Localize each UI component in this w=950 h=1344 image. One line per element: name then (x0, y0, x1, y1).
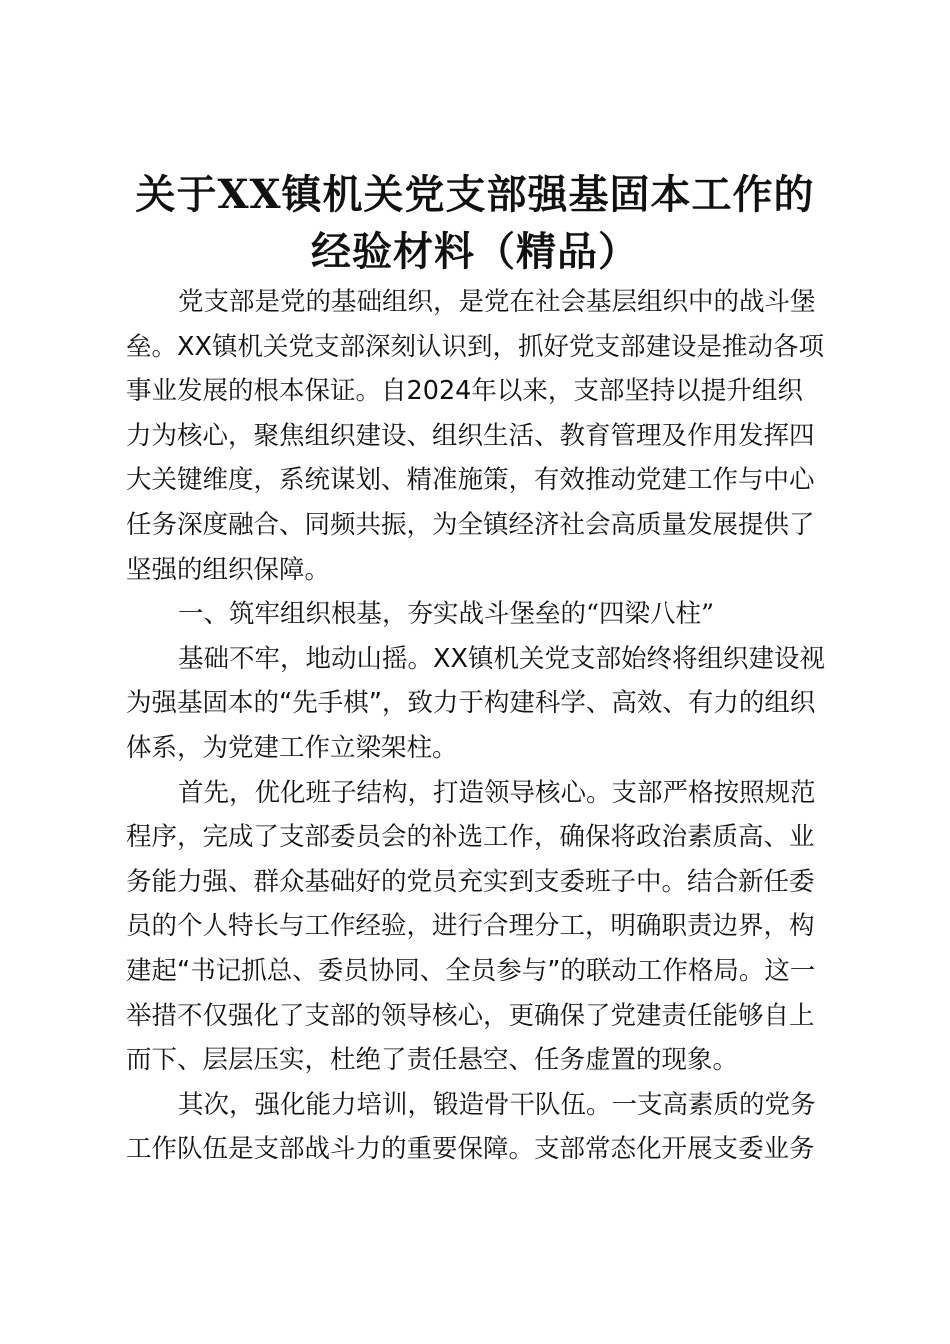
text-line: 务能力强、群众基础好的党员充实到支委班子中。结合新任委 (126, 866, 815, 897)
text-line: 坚强的组织保障。 (126, 554, 331, 585)
text-line: 任务深度融合、同频共振，为全镇经济社会高质量发展提供了 (126, 509, 815, 540)
document-title (100, 166, 850, 280)
paragraph-intro (126, 280, 834, 592)
text-line: 举措不仅强化了支部的领导核心，更确保了党建责任能够自上 (126, 1000, 815, 1031)
title-line: 关于XX镇机关党支部强基固本工作的 (135, 171, 815, 218)
text-line: 为强基固本的“先手棋”，致力于构建科学、高效、有力的组织 (126, 688, 816, 719)
text-line: 体系，为党建工作立梁架柱。 (126, 732, 458, 763)
section-heading-text: 一、筑牢组织根基，夯实战斗堡垒的“四梁八柱” (178, 599, 715, 630)
text-line: 首先，优化班子结构，打造领导核心。支部严格按照规范 (178, 777, 816, 808)
text-line: 工作队伍是支部战斗力的重要保障。支部常态化开展支委业务 (126, 1134, 815, 1165)
paragraph-foundation (126, 637, 834, 771)
text-line: 垒。XX镇机关党支部深刻认识到，抓好党支部建设是推动各项 (126, 331, 824, 362)
text-line: 员的个人特长与工作经验，进行合理分工，明确职责边界，构 (126, 911, 815, 942)
text-line: 其次，强化能力培训，锻造骨干队伍。一支高素质的党务 (178, 1089, 816, 1120)
title-line: 经验材料（精品） (311, 228, 639, 275)
text-line: 程序，完成了支部委员会的补选工作，确保将政治素质高、业 (126, 822, 815, 853)
text-line: 党支部是党的基础组织，是党在社会基层组织中的战斗堡 (178, 287, 816, 317)
text-line: 建起“书记抓总、委员协同、全员参与”的联动工作格局。这一 (126, 955, 816, 986)
text-line: 基础不牢，地动山摇。XX镇机关党支部始终将组织建设视 (178, 643, 825, 674)
paragraph-second (126, 1083, 834, 1172)
text-line: 事业发展的根本保证。自2024年以来，支部坚持以提升组织 (126, 376, 803, 407)
document-body (126, 280, 834, 1172)
text-line: 力为核心，聚焦组织建设、组织生活、教育管理及作用发挥四 (126, 420, 815, 451)
section-heading (126, 592, 834, 637)
text-line: 大关键维度，系统谋划、精准施策，有效推动党建工作与中心 (126, 465, 815, 496)
paragraph-first (126, 771, 834, 1083)
text-line: 而下、层层压实，杜绝了责任悬空、任务虚置的现象。 (126, 1045, 739, 1076)
